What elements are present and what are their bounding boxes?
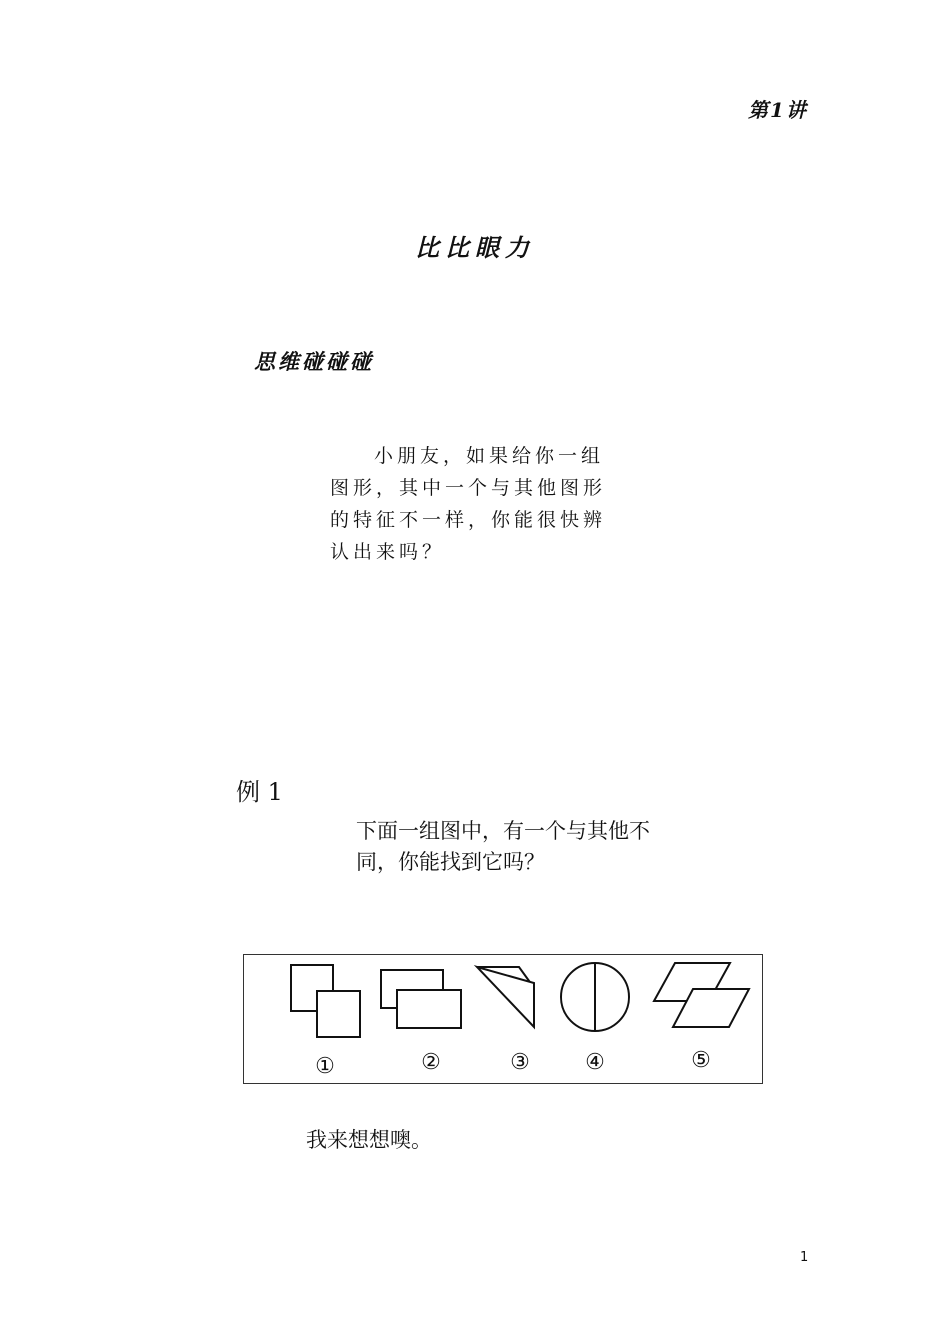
figure-number: ①: [315, 1054, 335, 1079]
question-line: 下面一组图中，有一个与其他不: [356, 819, 650, 843]
figure-3-triangles: [477, 967, 534, 1027]
figure-number: ⑤: [691, 1048, 711, 1073]
section-heading: 思维碰碰碰: [254, 349, 374, 374]
intro-line: 图形，其中一个与其他图形: [330, 477, 607, 499]
figure-number: ④: [585, 1050, 605, 1075]
intro-line: 的特征不一样，你能很快辨: [330, 509, 607, 531]
figure-number: ③: [510, 1050, 530, 1075]
prompt-text: 我来想想噢。: [306, 1128, 432, 1152]
intro-paragraph: [330, 440, 607, 568]
lecture-label: 第1讲: [748, 98, 808, 122]
figure-5-parallelograms: [654, 963, 749, 1027]
figure-1-overlapping-squares: [291, 965, 360, 1037]
page-title: 比比眼力: [415, 233, 535, 262]
example-label: 例 1: [236, 778, 283, 806]
intro-line: 小朋友，如果给你一组: [374, 445, 605, 467]
intro-line: 认出来吗？: [330, 541, 446, 563]
question-line: 同，你能找到它吗？: [356, 850, 545, 874]
page-number: 1: [800, 1250, 809, 1265]
figure-number: ②: [421, 1050, 441, 1075]
example-question: [356, 816, 716, 878]
shapes-figure: [243, 954, 763, 1084]
shapes-figure-svg: [244, 955, 762, 1083]
figure-4-circle-divided: [561, 963, 629, 1031]
figure-2-overlapping-rectangles: [381, 970, 461, 1028]
